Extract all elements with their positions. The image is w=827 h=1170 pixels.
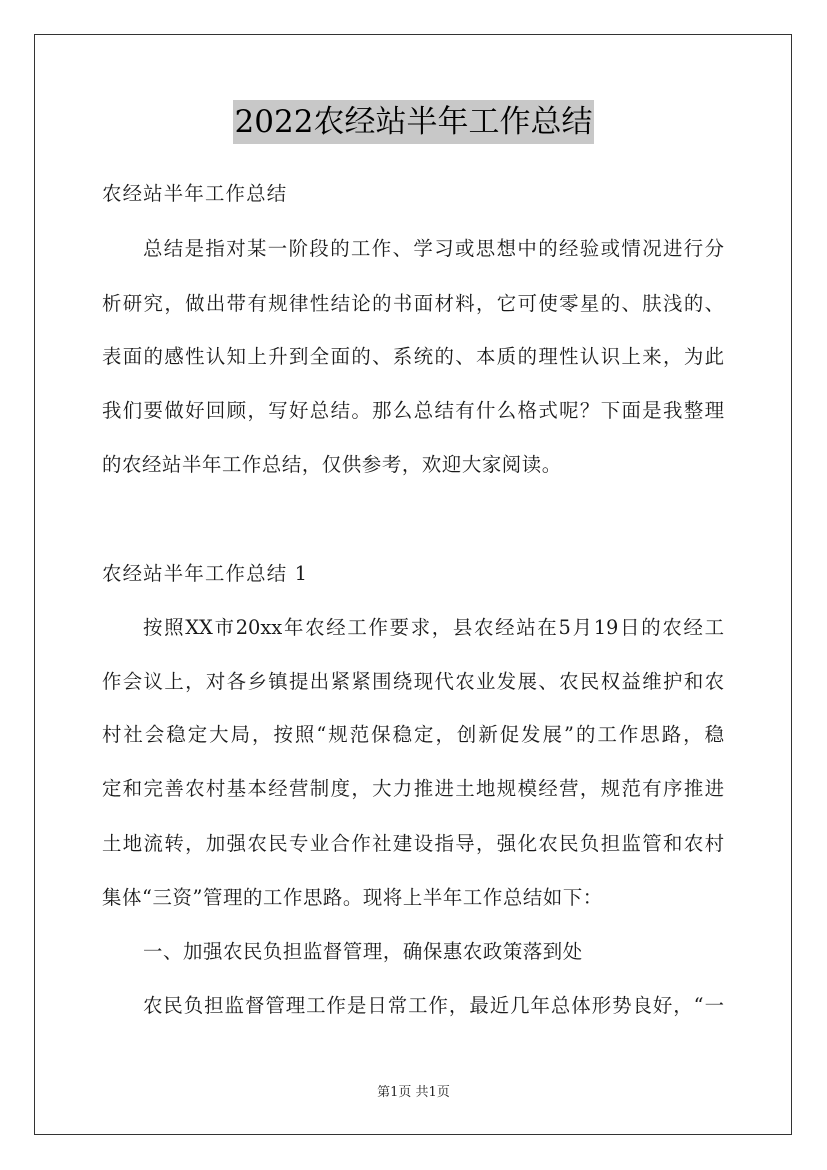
section1-heading: 农经站半年工作总结 1 [102, 562, 309, 585]
title-wrap [0, 100, 827, 144]
intro-line-1: 总结是指对某一阶段的工作、学习或思想中的经验或情况进行分 [143, 237, 724, 260]
section1-line-4: 定和完善农村基本经营制度，大力推进土地规模经营，规范有序推进 [102, 777, 724, 800]
section1-line-1: 按照XX市20xx年农经工作要求，县农经站在5月19日的农经工 [143, 616, 724, 639]
document-title: 2022农经站半年工作总结 [233, 100, 595, 144]
section1-line-3: 村社会稳定大局，按照“规范保稳定，创新促发展”的工作思路，稳 [102, 723, 724, 746]
intro-line-2: 析研究，做出带有规律性结论的书面材料，它可使零星的、肤浅的、 [102, 292, 724, 315]
last-line: 农民负担监督管理工作是日常工作，最近几年总体形势良好，“一 [143, 994, 724, 1017]
intro-line-4: 我们要做好回顾，写好总结。那么总结有什么格式呢？下面是我整理 [102, 399, 724, 422]
document-subtitle: 农经站半年工作总结 [102, 182, 288, 205]
subheading-1: 一、加强农民负担监督管理，确保惠农政策落到处 [143, 940, 583, 963]
intro-line-3: 表面的感性认知上升到全面的、系统的、本质的理性认识上来，为此 [102, 345, 724, 368]
section1-line-5: 土地流转，加强农民专业合作社建设指导，强化农民负担监管和农村 [102, 832, 724, 855]
section1-line-2: 作会议上，对各乡镇提出紧紧围绕现代农业发展、农民权益维护和农 [102, 670, 724, 693]
section1-line-6: 集体“三资”管理的工作思路。现将上半年工作总结如下： [102, 886, 603, 909]
intro-line-5: 的农经站半年工作总结，仅供参考，欢迎大家阅读。 [102, 453, 562, 476]
page-footer: 第1页 共1页 [377, 1085, 450, 1100]
